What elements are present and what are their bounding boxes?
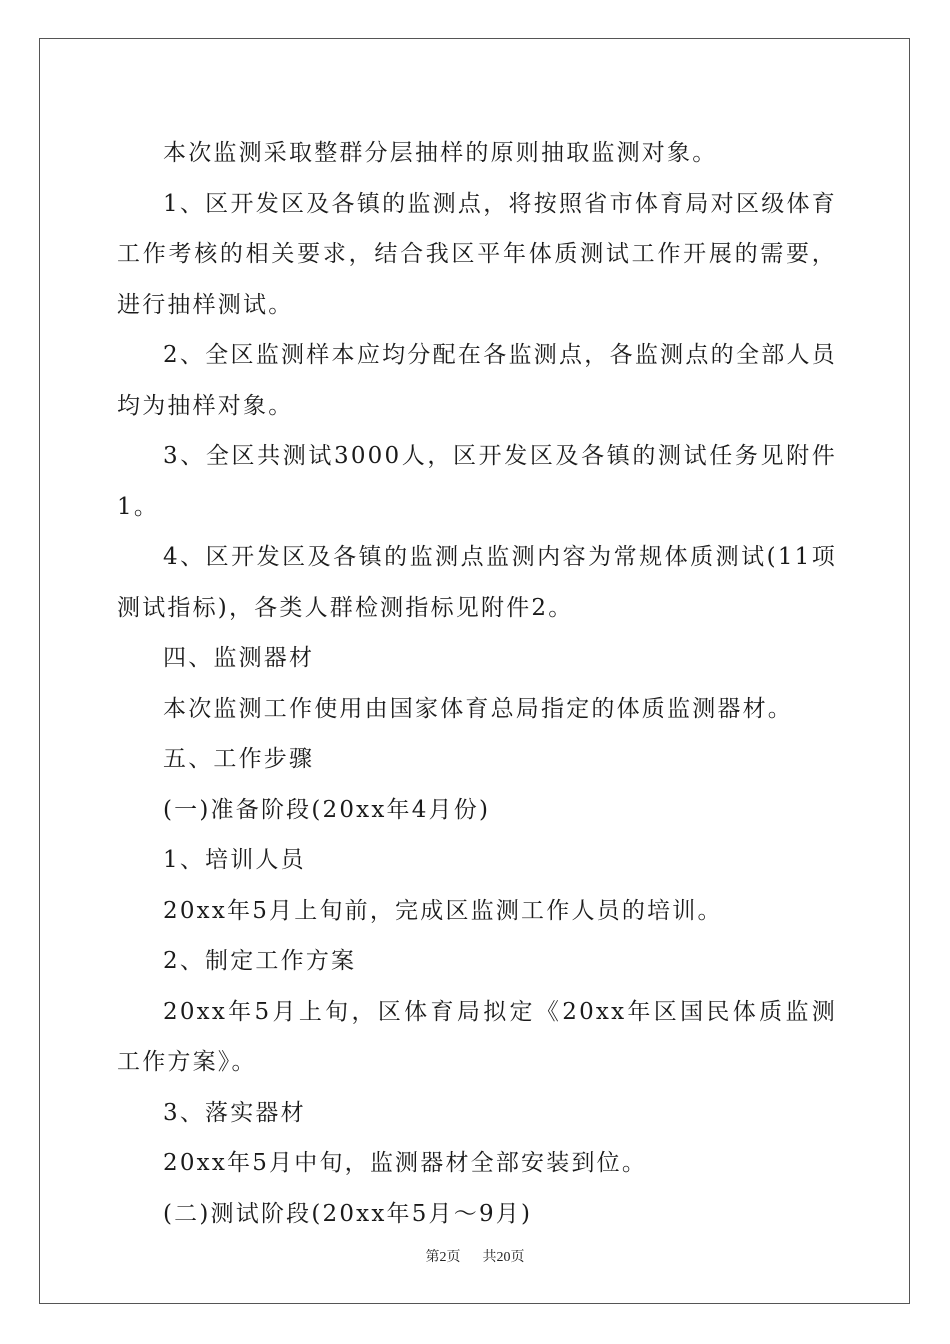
paragraph: 本次监测采取整群分层抽样的原则抽取监测对象。 <box>163 140 718 166</box>
paragraph: 2、全区监测样本应均分配在各监测点，各监测点的全部人员均为抽样对象。 <box>117 342 837 419</box>
paragraph: 20xx年5月上旬，区体育局拟定《20xx年区国民体质监测工作方案》。 <box>117 998 837 1075</box>
item-heading: 2、制定工作方案 <box>163 948 357 974</box>
page-number: 第2页 <box>425 1250 461 1265</box>
paragraph: 4、区开发区及各镇的监测点监测内容为常规体质测试(11项测试指标)，各类人群检测指标见附件2。 <box>117 544 837 621</box>
paragraph: 本次监测工作使用由国家体育总局指定的体质监测器材。 <box>163 695 793 722</box>
subsection-heading: (一)准备阶段(20xx年4月份) <box>163 796 491 823</box>
paragraph: 1、区开发区及各镇的监测点，将按照省市体育局对区级体育工作考核的相关要求，结合我区平年体质测试工作开展的需要，进行抽样测试。 <box>117 190 837 318</box>
subsection-heading: (二)测试阶段(20xx年5月～9月) <box>163 1200 533 1227</box>
item-heading: 1、培训人员 <box>163 847 306 873</box>
paragraph: 20xx年5月中旬，监测器材全部安装到位。 <box>163 1150 648 1176</box>
section-heading: 五、工作步骤 <box>163 746 315 772</box>
section-heading: 四、监测器材 <box>163 645 315 671</box>
item-heading: 3、落实器材 <box>163 1099 306 1126</box>
paragraph: 20xx年5月上旬前，完成区监测工作人员的培训。 <box>163 897 723 924</box>
page-footer <box>0 1246 950 1266</box>
paragraph: 3、全区共测试3000人，区开发区及各镇的测试任务见附件1。 <box>117 443 837 520</box>
document-body <box>117 128 837 1239</box>
page-total: 共20页 <box>482 1250 525 1265</box>
